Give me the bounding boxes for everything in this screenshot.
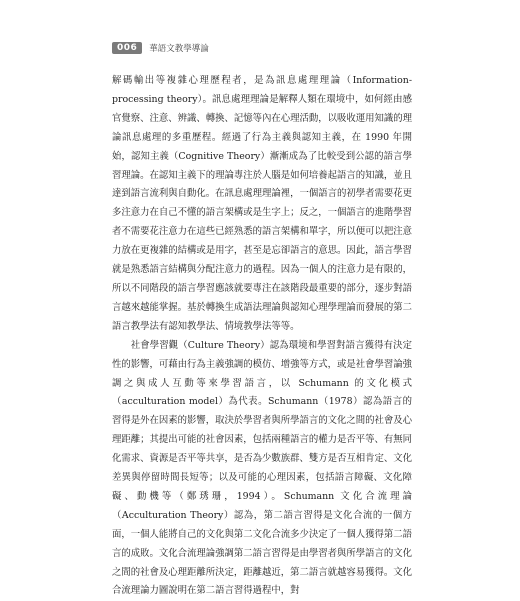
page-header — [112, 42, 209, 54]
page-number: 006 — [112, 42, 142, 54]
body-text — [112, 72, 412, 601]
running-title: 華語文教學導論 — [149, 44, 209, 54]
paragraph-continued: 解碼輸出等複雜心理歷程者，是為訊息處理理論（Information-processing theory）。訊息處理理論是解釋人類在環境中，如何經由感官覺察、注意、辨識、轉換、記憶等內在心理活動，以吸收運用知識的理論訊息處理的多重歷程。經過了行為主義與認知主義，在 1990 年開始，認知主義（Cognitive Theory）漸漸成為了比較受到公認的語言學習理論。在認知主義下的理論專注於人腦是如何培養起語言的知識，並且達到語言流利與自動化。在訊息處理理論裡，一個語言的初學者需要花更多注意力在自己不懂的語言架構或是生字上；反之，一個語言的進階學習者不需要花注意力在這些已經熟悉的語言架構和單字，所以便可以把注意力放在更複雜的結構或是用字，甚至是忘卻語言的意思。因此，語言學習就是熟悉語言結構與分配注意力的過程。因為一個人的注意力是有限的，所以不同階段的語言學習應該就要專注在該階段最重要的部分，逐步對語言越來越能掌握。基於轉換生成語法理論與認知心理學理論而發展的第二語言教學法有認知教學法、情境教學法等等。 — [112, 75, 413, 332]
paragraph-culture-theory: 社會學習觀（Culture Theory）認為環境和學習對語言獲得有決定性的影響，可藉由行為主義強調的模仿、增強等方式，或是社會學習論強調之與成人互動等來學習語言，以 Schumann 的文化模式（acculturation model）為代表。Schumann（1978）認為語言的習得是外在因素的影響，取決於學習者與所學語言的文化之間的社會及心理距離；其提出可能的社會因素，包括兩種語言的權力是否平等、有無同化需求、資源是否平等共享，是否為少數族群、雙方是否互相肯定、文化差異與停留時間長短等；以及可能的心理因素，包括語言障礙、文化障礙、動機等（鄭琇珊，1994）。Schumann 文化合流理論（Acculturation Theory）認為，第二語言習得是文化合流的一個方面，一個人能將自己的文化與第二文化合流多少決定了一個人獲得第二語言的成敗。文化合流理論強調第二語言習得是由學習者與所學語言的文化之間的社會及心理距離所決定，距離越近，第二語言就越容易獲得。文化合流理論力圖說明在第二語言習得過程中，對 — [112, 339, 413, 597]
